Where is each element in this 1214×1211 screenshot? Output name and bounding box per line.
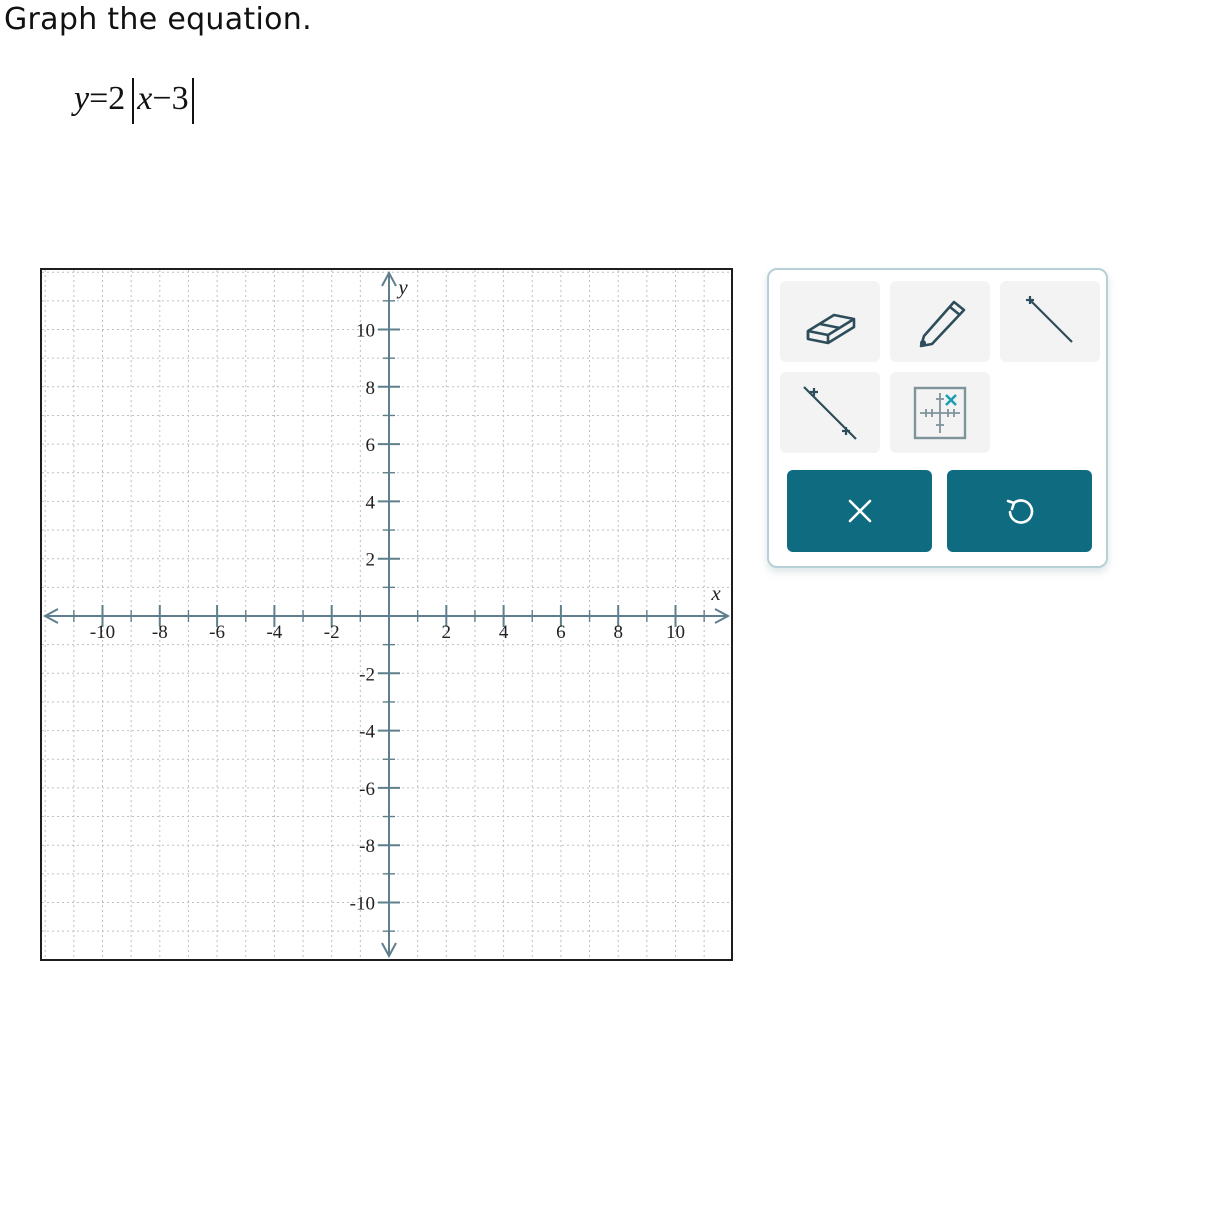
y-tick-label: 6 bbox=[365, 435, 375, 457]
pencil-icon bbox=[910, 292, 970, 352]
eraser-icon bbox=[800, 297, 860, 347]
y-tick-label: 10 bbox=[356, 320, 375, 342]
y-tick-label: -10 bbox=[349, 893, 375, 915]
x-tick-label: 6 bbox=[556, 622, 566, 643]
x-axis-label: x bbox=[711, 581, 721, 605]
x-tick-label: -6 bbox=[209, 622, 226, 643]
ray-icon bbox=[1020, 292, 1080, 352]
equation bbox=[74, 74, 197, 124]
y-tick-label: -8 bbox=[359, 836, 375, 858]
x-tick-label: -8 bbox=[151, 622, 168, 643]
point-tool-button[interactable] bbox=[890, 372, 990, 453]
tool-panel bbox=[767, 268, 1108, 568]
equation-coefficient: 2 bbox=[108, 80, 126, 117]
x-tick-label: -2 bbox=[323, 622, 340, 643]
tick-labels bbox=[90, 275, 722, 915]
grid-lines bbox=[42, 270, 731, 959]
line-tool-button[interactable] bbox=[780, 372, 880, 453]
undo-button[interactable] bbox=[947, 470, 1092, 552]
clear-button[interactable] bbox=[787, 470, 932, 552]
y-tick-label: 2 bbox=[365, 549, 375, 571]
y-axis-label: y bbox=[398, 275, 408, 299]
x-tick-label: 8 bbox=[613, 622, 623, 643]
ray-tool-button[interactable] bbox=[1000, 281, 1100, 362]
abs-bar-right bbox=[192, 78, 194, 124]
coordinate-plane[interactable] bbox=[42, 270, 731, 959]
equation-minus: − bbox=[152, 80, 172, 117]
y-tick-label: -6 bbox=[359, 778, 375, 800]
undo-icon bbox=[1004, 495, 1036, 527]
equation-inner-var: x bbox=[137, 80, 153, 117]
axes bbox=[45, 273, 728, 956]
line-icon bbox=[800, 381, 860, 445]
close-icon bbox=[845, 496, 875, 526]
x-tick-label: -4 bbox=[266, 622, 283, 643]
y-tick-label: -4 bbox=[359, 721, 375, 743]
eraser-tool-button[interactable] bbox=[780, 281, 880, 362]
x-tick-label: 4 bbox=[498, 622, 509, 643]
x-tick-label: -10 bbox=[89, 622, 116, 643]
point-icon bbox=[912, 385, 968, 441]
graph-area[interactable] bbox=[40, 268, 733, 961]
x-tick-label: 10 bbox=[666, 622, 685, 643]
y-tick-label: 8 bbox=[365, 377, 375, 399]
pencil-tool-button[interactable] bbox=[890, 281, 990, 362]
equation-equals: = bbox=[89, 80, 109, 117]
abs-bar-left bbox=[132, 78, 134, 124]
x-tick-label: 2 bbox=[441, 622, 452, 643]
instruction-text: Graph the equation. bbox=[4, 2, 312, 37]
y-tick-label: -2 bbox=[359, 664, 375, 686]
y-tick-label: 4 bbox=[365, 492, 375, 514]
equation-lhs-var: y bbox=[74, 80, 90, 117]
equation-constant: 3 bbox=[171, 80, 189, 117]
